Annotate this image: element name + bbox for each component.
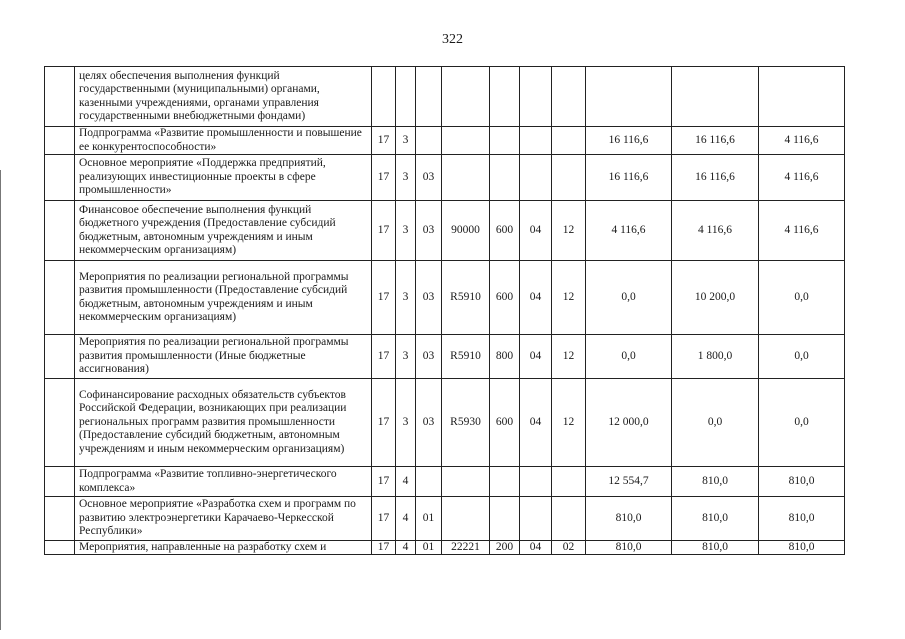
amount-year-2: 4 116,6 xyxy=(672,201,759,261)
subchapter-code: 12 xyxy=(552,201,586,261)
row-blank-cell xyxy=(45,497,75,541)
amount-year-3: 810,0 xyxy=(759,497,845,541)
amount-year-1: 16 116,6 xyxy=(586,155,672,201)
table-row xyxy=(45,467,845,497)
row-blank-cell xyxy=(45,261,75,335)
program-code xyxy=(416,67,442,127)
target-article-code xyxy=(442,67,490,127)
target-article-code xyxy=(442,497,490,541)
chapter-code: 04 xyxy=(520,201,552,261)
subsection-code: 3 xyxy=(396,335,416,379)
table-row xyxy=(45,201,845,261)
subchapter-code xyxy=(552,127,586,155)
target-article-code: R5930 xyxy=(442,379,490,467)
amount-year-3: 0,0 xyxy=(759,261,845,335)
amount-year-1: 12 000,0 xyxy=(586,379,672,467)
row-description: Подпрограмма «Развитие топливно-энергетического комплекса» xyxy=(75,467,372,497)
expense-type-code xyxy=(490,155,520,201)
expense-type-code xyxy=(490,467,520,497)
row-description: Основное мероприятие «Разработка схем и программ по развитию электроэнергетики Карачаево-Черкесской Республики» xyxy=(75,497,372,541)
amount-year-1: 810,0 xyxy=(586,497,672,541)
subchapter-code: 02 xyxy=(552,541,586,555)
expense-type-code: 800 xyxy=(490,335,520,379)
subsection-code: 3 xyxy=(396,155,416,201)
section-code: 17 xyxy=(372,201,396,261)
row-description: Мероприятия, направленные на разработку схем и xyxy=(75,541,372,555)
row-blank-cell xyxy=(45,155,75,201)
table-row xyxy=(45,67,845,127)
section-code: 17 xyxy=(372,155,396,201)
expense-type-code xyxy=(490,127,520,155)
program-code xyxy=(416,127,442,155)
section-code: 17 xyxy=(372,541,396,555)
section-code: 17 xyxy=(372,127,396,155)
table-row xyxy=(45,497,845,541)
row-blank-cell xyxy=(45,541,75,555)
program-code: 03 xyxy=(416,379,442,467)
expense-type-code: 200 xyxy=(490,541,520,555)
amount-year-3: 0,0 xyxy=(759,335,845,379)
amount-year-3: 4 116,6 xyxy=(759,127,845,155)
section-code: 17 xyxy=(372,467,396,497)
program-code xyxy=(416,467,442,497)
row-blank-cell xyxy=(45,127,75,155)
subchapter-code: 12 xyxy=(552,335,586,379)
subchapter-code xyxy=(552,67,586,127)
amount-year-2: 810,0 xyxy=(672,467,759,497)
expense-type-code: 600 xyxy=(490,261,520,335)
table-row xyxy=(45,127,845,155)
amount-year-2: 0,0 xyxy=(672,379,759,467)
subchapter-code: 12 xyxy=(552,261,586,335)
program-code: 03 xyxy=(416,201,442,261)
amount-year-1: 0,0 xyxy=(586,261,672,335)
program-code: 03 xyxy=(416,261,442,335)
amount-year-2: 10 200,0 xyxy=(672,261,759,335)
amount-year-3: 0,0 xyxy=(759,379,845,467)
section-code: 17 xyxy=(372,497,396,541)
amount-year-1: 16 116,6 xyxy=(586,127,672,155)
row-blank-cell xyxy=(45,379,75,467)
program-code: 03 xyxy=(416,155,442,201)
table-row xyxy=(45,335,845,379)
target-article-code xyxy=(442,127,490,155)
subchapter-code: 12 xyxy=(552,379,586,467)
row-description: Софинансирование расходных обязательств субъектов Российской Федерации, возникающих при реализации региональных программ развития промышленности (Предоставление субсидий бюджетным, автономным учреждениям и иным некоммерческим организациям) xyxy=(75,379,372,467)
expense-type-code: 600 xyxy=(490,201,520,261)
target-article-code: R5910 xyxy=(442,261,490,335)
amount-year-2: 810,0 xyxy=(672,541,759,555)
amount-year-2 xyxy=(672,67,759,127)
section-code: 17 xyxy=(372,335,396,379)
amount-year-2: 810,0 xyxy=(672,497,759,541)
amount-year-1 xyxy=(586,67,672,127)
scan-edge-line xyxy=(0,170,1,630)
amount-year-1: 12 554,7 xyxy=(586,467,672,497)
amount-year-1: 4 116,6 xyxy=(586,201,672,261)
chapter-code xyxy=(520,467,552,497)
row-blank-cell xyxy=(45,335,75,379)
chapter-code xyxy=(520,497,552,541)
chapter-code xyxy=(520,127,552,155)
amount-year-2: 16 116,6 xyxy=(672,155,759,201)
row-description: Мероприятия по реализации региональной программы развития промышленности (Предоставление субсидий бюджетным, автономным учреждениям и иным некоммерческим организациям) xyxy=(75,261,372,335)
table-row xyxy=(45,541,845,555)
subsection-code: 4 xyxy=(396,541,416,555)
subsection-code: 3 xyxy=(396,261,416,335)
target-article-code xyxy=(442,467,490,497)
amount-year-2: 16 116,6 xyxy=(672,127,759,155)
amount-year-3: 810,0 xyxy=(759,541,845,555)
row-description: Мероприятия по реализации региональной программы развития промышленности (Иные бюджетные ассигнования) xyxy=(75,335,372,379)
amount-year-3: 4 116,6 xyxy=(759,201,845,261)
row-description: целях обеспечения выполнения функций государственными (муниципальными) органами, казенными учреждениями, органами управления государственными внебюджетными фондами) xyxy=(75,67,372,127)
section-code: 17 xyxy=(372,261,396,335)
target-article-code xyxy=(442,155,490,201)
row-description: Финансовое обеспечение выполнения функций бюджетного учреждения (Предоставление субсидий бюджетным, автономным учреждениям и иным некоммерческим организациям) xyxy=(75,201,372,261)
subchapter-code xyxy=(552,467,586,497)
row-description: Основное мероприятие «Поддержка предприятий, реализующих инвестиционные проекты в сфере промышленности» xyxy=(75,155,372,201)
subsection-code: 4 xyxy=(396,467,416,497)
row-blank-cell xyxy=(45,467,75,497)
amount-year-3 xyxy=(759,67,845,127)
target-article-code: 22221 xyxy=(442,541,490,555)
amount-year-2: 1 800,0 xyxy=(672,335,759,379)
chapter-code xyxy=(520,155,552,201)
target-article-code: R5910 xyxy=(442,335,490,379)
table-row xyxy=(45,261,845,335)
subsection-code: 3 xyxy=(396,379,416,467)
program-code: 01 xyxy=(416,497,442,541)
table-row xyxy=(45,155,845,201)
row-blank-cell xyxy=(45,67,75,127)
target-article-code: 90000 xyxy=(442,201,490,261)
subsection-code: 4 xyxy=(396,497,416,541)
page-number: 322 xyxy=(442,32,463,47)
section-code xyxy=(372,67,396,127)
subsection-code: 3 xyxy=(396,127,416,155)
chapter-code: 04 xyxy=(520,335,552,379)
expense-type-code xyxy=(490,497,520,541)
row-blank-cell xyxy=(45,201,75,261)
budget-table xyxy=(44,66,845,555)
row-description: Подпрограмма «Развитие промышленности и повышение ее конкурентоспособности» xyxy=(75,127,372,155)
expense-type-code: 600 xyxy=(490,379,520,467)
table-row xyxy=(45,379,845,467)
section-code: 17 xyxy=(372,379,396,467)
amount-year-3: 810,0 xyxy=(759,467,845,497)
amount-year-1: 0,0 xyxy=(586,335,672,379)
chapter-code: 04 xyxy=(520,261,552,335)
chapter-code: 04 xyxy=(520,541,552,555)
chapter-code xyxy=(520,67,552,127)
subsection-code xyxy=(396,67,416,127)
program-code: 03 xyxy=(416,335,442,379)
expense-type-code xyxy=(490,67,520,127)
chapter-code: 04 xyxy=(520,379,552,467)
program-code: 01 xyxy=(416,541,442,555)
subsection-code: 3 xyxy=(396,201,416,261)
subchapter-code xyxy=(552,497,586,541)
subchapter-code xyxy=(552,155,586,201)
amount-year-1: 810,0 xyxy=(586,541,672,555)
amount-year-3: 4 116,6 xyxy=(759,155,845,201)
